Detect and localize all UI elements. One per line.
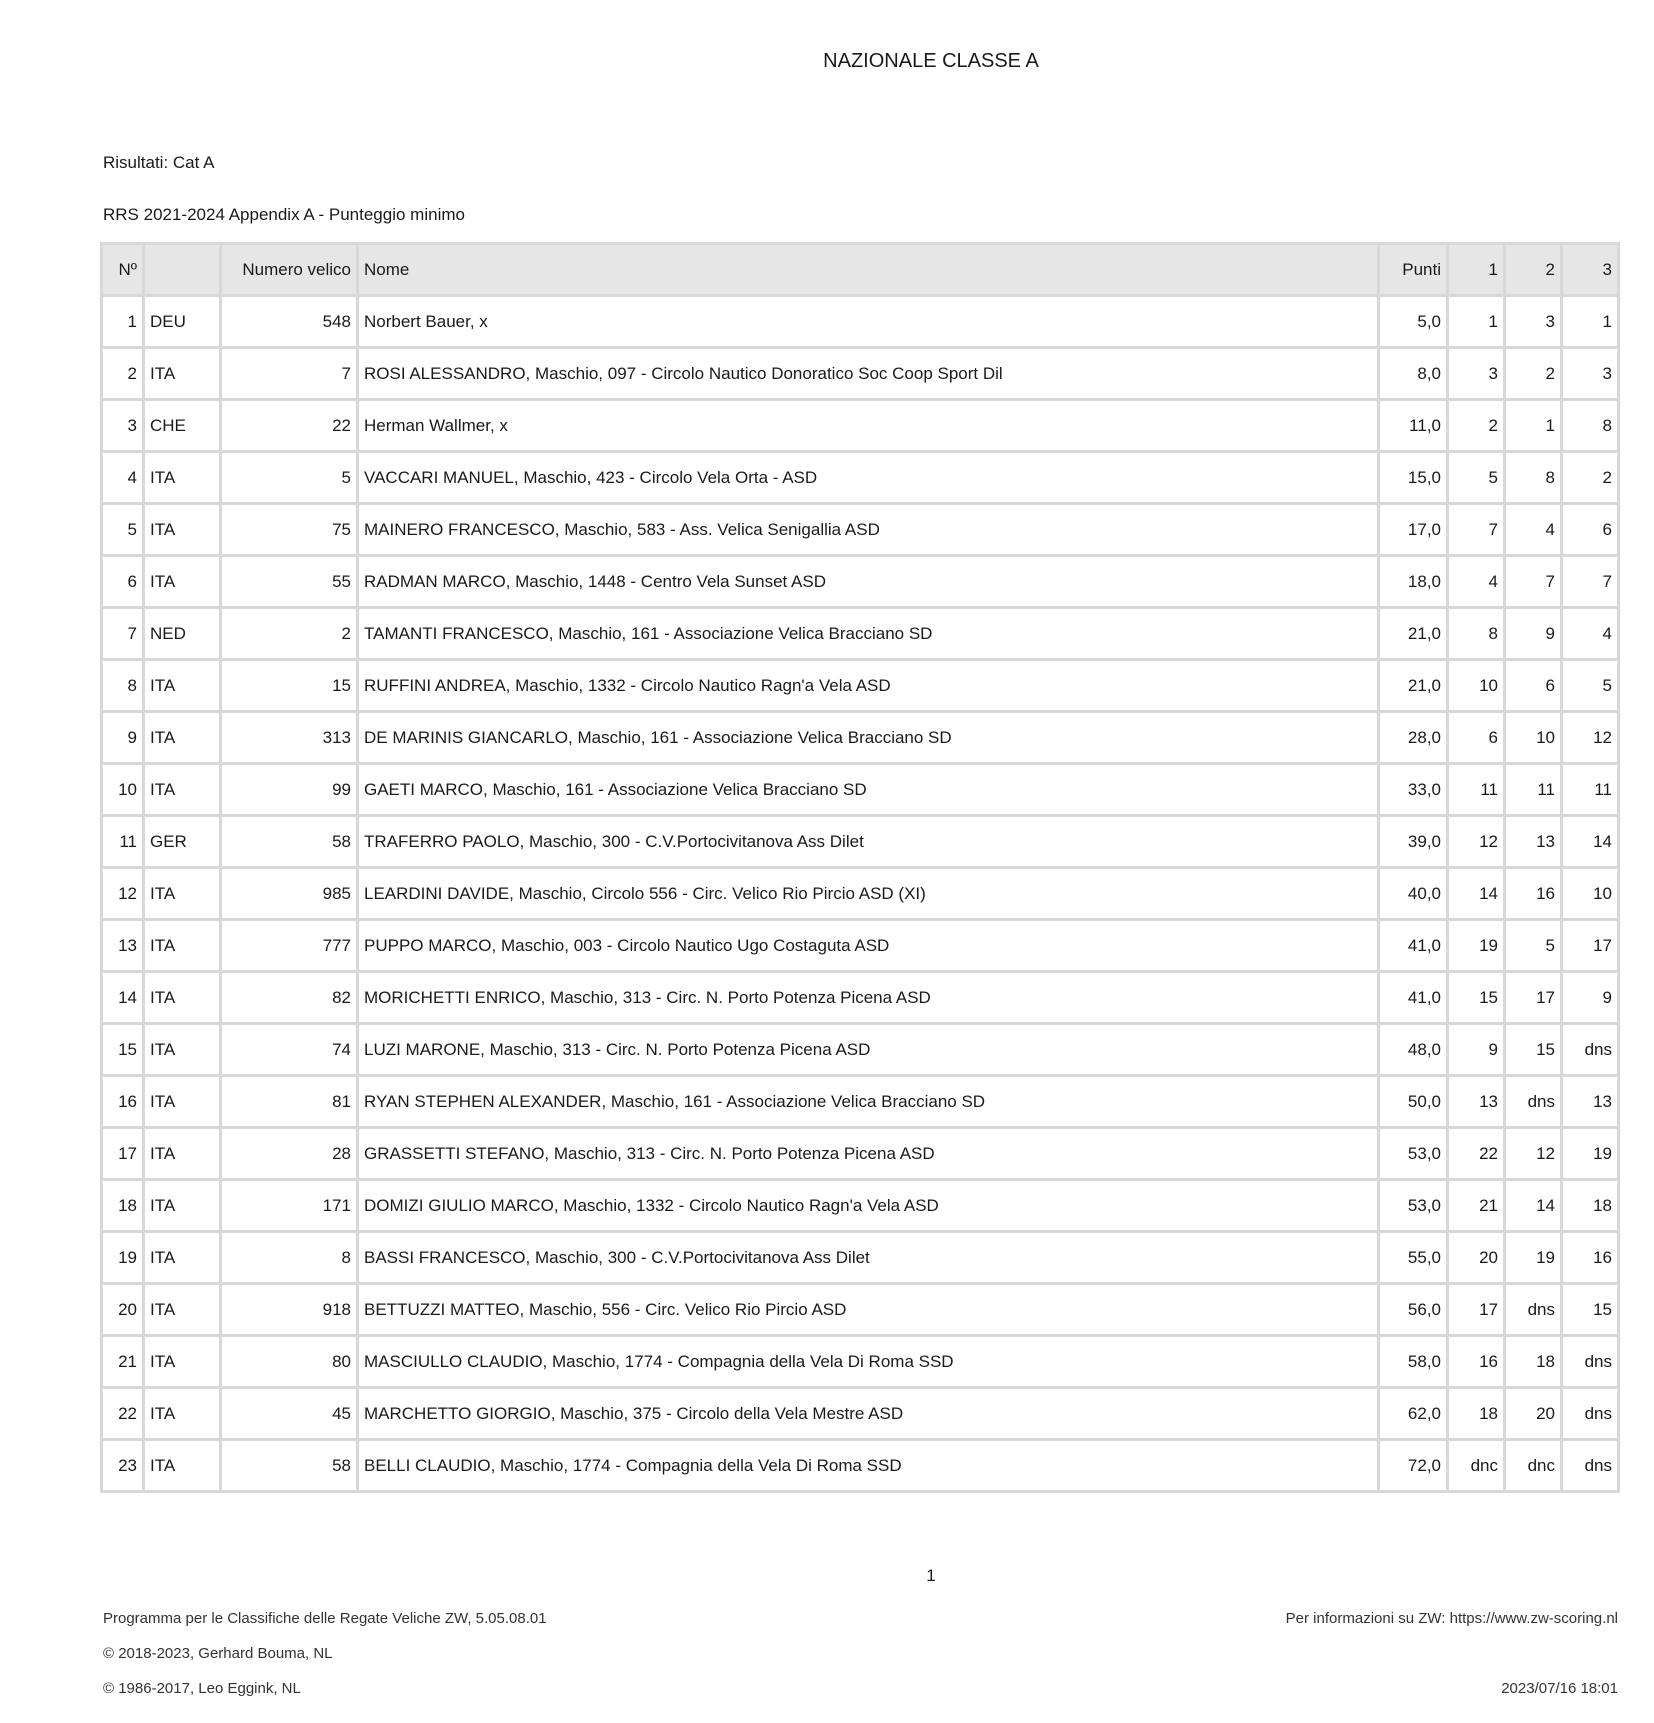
cell-name: TRAFERRO PAOLO, Maschio, 300 - C.V.Portocivitanova Ass Dilet <box>359 817 1377 866</box>
cell-rank: 19 <box>103 1233 142 1282</box>
table-row <box>103 921 1617 970</box>
cell-race-3: 17 <box>1563 921 1617 970</box>
cell-race-2: 19 <box>1506 1233 1560 1282</box>
cell-race-1: 18 <box>1449 1389 1503 1438</box>
cell-race-3: 18 <box>1563 1181 1617 1230</box>
cell-points: 53,0 <box>1380 1129 1446 1178</box>
cell-race-3: 6 <box>1563 505 1617 554</box>
cell-name: BELLI CLAUDIO, Maschio, 1774 - Compagnia della Vela Di Roma SSD <box>359 1441 1377 1490</box>
cell-race-1: 8 <box>1449 609 1503 658</box>
cell-race-3: 11 <box>1563 765 1617 814</box>
cell-name: VACCARI MANUEL, Maschio, 423 - Circolo Vela Orta - ASD <box>359 453 1377 502</box>
cell-nation: ITA <box>145 349 219 398</box>
cell-race-2: 12 <box>1506 1129 1560 1178</box>
cell-race-3: 10 <box>1563 869 1617 918</box>
table-row <box>103 1077 1617 1126</box>
footer-info-link: Per informazioni su ZW: https://www.zw-scoring.nl <box>1285 1610 1618 1627</box>
cell-nation: ITA <box>145 1025 219 1074</box>
cell-rank: 20 <box>103 1285 142 1334</box>
cell-race-3: 16 <box>1563 1233 1617 1282</box>
cell-nation: ITA <box>145 869 219 918</box>
cell-rank: 6 <box>103 557 142 606</box>
cell-sail-number: 985 <box>222 869 356 918</box>
cell-race-3: dns <box>1563 1025 1617 1074</box>
cell-nation: ITA <box>145 1285 219 1334</box>
table-row <box>103 1181 1617 1230</box>
cell-nation: ITA <box>145 713 219 762</box>
cell-rank: 12 <box>103 869 142 918</box>
cell-race-3: dns <box>1563 1389 1617 1438</box>
cell-rank: 5 <box>103 505 142 554</box>
cell-points: 53,0 <box>1380 1181 1446 1230</box>
cell-sail-number: 313 <box>222 713 356 762</box>
cell-race-3: 1 <box>1563 297 1617 346</box>
table-row <box>103 713 1617 762</box>
cell-race-2: 4 <box>1506 505 1560 554</box>
cell-name: Herman Wallmer, x <box>359 401 1377 450</box>
cell-sail-number: 548 <box>222 297 356 346</box>
cell-points: 33,0 <box>1380 765 1446 814</box>
cell-race-3: dns <box>1563 1441 1617 1490</box>
cell-race-2: 18 <box>1506 1337 1560 1386</box>
cell-nation: ITA <box>145 1129 219 1178</box>
cell-race-2: 9 <box>1506 609 1560 658</box>
cell-race-2: 17 <box>1506 973 1560 1022</box>
header-race-2: 2 <box>1506 245 1560 294</box>
cell-race-2: 14 <box>1506 1181 1560 1230</box>
cell-name: DOMIZI GIULIO MARCO, Maschio, 1332 - Circolo Nautico Ragn'a Vela ASD <box>359 1181 1377 1230</box>
cell-sail-number: 82 <box>222 973 356 1022</box>
cell-rank: 23 <box>103 1441 142 1490</box>
cell-race-1: dnc <box>1449 1441 1503 1490</box>
cell-points: 58,0 <box>1380 1337 1446 1386</box>
cell-points: 41,0 <box>1380 973 1446 1022</box>
cell-race-1: 22 <box>1449 1129 1503 1178</box>
table-row <box>103 609 1617 658</box>
cell-nation: ITA <box>145 1181 219 1230</box>
cell-race-2: 20 <box>1506 1389 1560 1438</box>
header-name: Nome <box>359 245 1377 294</box>
cell-nation: ITA <box>145 505 219 554</box>
cell-sail-number: 80 <box>222 1337 356 1386</box>
cell-race-1: 19 <box>1449 921 1503 970</box>
cell-sail-number: 81 <box>222 1077 356 1126</box>
footer-copyright-bouma: © 2018-2023, Gerhard Bouma, NL <box>103 1645 333 1662</box>
cell-name: MARCHETTO GIORGIO, Maschio, 375 - Circolo della Vela Mestre ASD <box>359 1389 1377 1438</box>
cell-points: 18,0 <box>1380 557 1446 606</box>
footer-timestamp: 2023/07/16 18:01 <box>1501 1680 1618 1697</box>
cell-race-3: 14 <box>1563 817 1617 866</box>
cell-sail-number: 28 <box>222 1129 356 1178</box>
cell-race-3: 3 <box>1563 349 1617 398</box>
cell-sail-number: 7 <box>222 349 356 398</box>
cell-points: 21,0 <box>1380 661 1446 710</box>
cell-race-2: 1 <box>1506 401 1560 450</box>
cell-race-3: 2 <box>1563 453 1617 502</box>
cell-rank: 17 <box>103 1129 142 1178</box>
cell-name: ROSI ALESSANDRO, Maschio, 097 - Circolo Nautico Donoratico Soc Coop Sport Dil <box>359 349 1377 398</box>
cell-sail-number: 5 <box>222 453 356 502</box>
footer-program: Programma per le Classifiche delle Regate Veliche ZW, 5.05.08.01 <box>103 1610 547 1627</box>
cell-points: 55,0 <box>1380 1233 1446 1282</box>
cell-points: 17,0 <box>1380 505 1446 554</box>
cell-sail-number: 75 <box>222 505 356 554</box>
cell-points: 21,0 <box>1380 609 1446 658</box>
cell-sail-number: 45 <box>222 1389 356 1438</box>
cell-points: 72,0 <box>1380 1441 1446 1490</box>
cell-race-1: 1 <box>1449 297 1503 346</box>
cell-race-1: 2 <box>1449 401 1503 450</box>
cell-nation: ITA <box>145 1233 219 1282</box>
cell-race-1: 15 <box>1449 973 1503 1022</box>
scoring-system-label: RRS 2021-2024 Appendix A - Punteggio minimo <box>103 205 465 224</box>
cell-race-2: dnc <box>1506 1441 1560 1490</box>
cell-rank: 7 <box>103 609 142 658</box>
cell-nation: GER <box>145 817 219 866</box>
table-row <box>103 1337 1617 1386</box>
cell-race-3: 19 <box>1563 1129 1617 1178</box>
cell-race-3: 15 <box>1563 1285 1617 1334</box>
table-row <box>103 453 1617 502</box>
cell-race-2: 7 <box>1506 557 1560 606</box>
cell-rank: 8 <box>103 661 142 710</box>
cell-points: 50,0 <box>1380 1077 1446 1126</box>
cell-race-2: 11 <box>1506 765 1560 814</box>
table-row <box>103 297 1617 346</box>
cell-race-3: dns <box>1563 1337 1617 1386</box>
cell-race-2: 15 <box>1506 1025 1560 1074</box>
header-race-3: 3 <box>1563 245 1617 294</box>
cell-race-1: 6 <box>1449 713 1503 762</box>
table-row <box>103 349 1617 398</box>
cell-sail-number: 918 <box>222 1285 356 1334</box>
cell-rank: 2 <box>103 349 142 398</box>
header-race-1: 1 <box>1449 245 1503 294</box>
cell-points: 15,0 <box>1380 453 1446 502</box>
cell-rank: 16 <box>103 1077 142 1126</box>
table-row <box>103 817 1617 866</box>
cell-race-1: 14 <box>1449 869 1503 918</box>
cell-sail-number: 22 <box>222 401 356 450</box>
cell-race-2: dns <box>1506 1077 1560 1126</box>
cell-race-1: 4 <box>1449 557 1503 606</box>
cell-nation: ITA <box>145 453 219 502</box>
cell-name: Norbert Bauer, x <box>359 297 1377 346</box>
cell-rank: 15 <box>103 1025 142 1074</box>
cell-points: 62,0 <box>1380 1389 1446 1438</box>
cell-race-3: 13 <box>1563 1077 1617 1126</box>
cell-nation: ITA <box>145 557 219 606</box>
cell-race-1: 16 <box>1449 1337 1503 1386</box>
page-number: 1 <box>926 1566 936 1585</box>
cell-name: MORICHETTI ENRICO, Maschio, 313 - Circ. N. Porto Potenza Picena ASD <box>359 973 1377 1022</box>
cell-race-1: 17 <box>1449 1285 1503 1334</box>
cell-name: BETTUZZI MATTEO, Maschio, 556 - Circ. Velico Rio Pircio ASD <box>359 1285 1377 1334</box>
cell-race-3: 12 <box>1563 713 1617 762</box>
document-title: NAZIONALE CLASSE A <box>823 50 1039 72</box>
table-row <box>103 661 1617 710</box>
table-row <box>103 1441 1617 1490</box>
cell-nation: ITA <box>145 1337 219 1386</box>
cell-sail-number: 58 <box>222 817 356 866</box>
cell-race-3: 4 <box>1563 609 1617 658</box>
cell-race-1: 9 <box>1449 1025 1503 1074</box>
results-category-label: Risultati: Cat A <box>103 153 215 172</box>
cell-name: RYAN STEPHEN ALEXANDER, Maschio, 161 - Associazione Velica Bracciano SD <box>359 1077 1377 1126</box>
cell-name: TAMANTI FRANCESCO, Maschio, 161 - Associazione Velica Bracciano SD <box>359 609 1377 658</box>
cell-sail-number: 55 <box>222 557 356 606</box>
cell-nation: NED <box>145 609 219 658</box>
cell-race-3: 5 <box>1563 661 1617 710</box>
cell-race-1: 12 <box>1449 817 1503 866</box>
cell-sail-number: 99 <box>222 765 356 814</box>
cell-race-2: 3 <box>1506 297 1560 346</box>
results-table-body <box>103 297 1617 1490</box>
header-sail-number: Numero velico <box>222 245 356 294</box>
cell-nation: ITA <box>145 921 219 970</box>
cell-name: RUFFINI ANDREA, Maschio, 1332 - Circolo Nautico Ragn'a Vela ASD <box>359 661 1377 710</box>
cell-nation: ITA <box>145 973 219 1022</box>
cell-name: GRASSETTI STEFANO, Maschio, 313 - Circ. N. Porto Potenza Picena ASD <box>359 1129 1377 1178</box>
cell-race-2: 10 <box>1506 713 1560 762</box>
header-points: Punti <box>1380 245 1446 294</box>
cell-rank: 10 <box>103 765 142 814</box>
cell-sail-number: 171 <box>222 1181 356 1230</box>
cell-rank: 22 <box>103 1389 142 1438</box>
cell-race-3: 7 <box>1563 557 1617 606</box>
table-row <box>103 1285 1617 1334</box>
header-nation <box>145 245 219 294</box>
table-row <box>103 505 1617 554</box>
cell-race-2: 16 <box>1506 869 1560 918</box>
cell-race-1: 10 <box>1449 661 1503 710</box>
cell-race-3: 8 <box>1563 401 1617 450</box>
table-row <box>103 1025 1617 1074</box>
cell-race-1: 3 <box>1449 349 1503 398</box>
cell-sail-number: 58 <box>222 1441 356 1490</box>
header-no: Nº <box>103 245 142 294</box>
cell-rank: 14 <box>103 973 142 1022</box>
cell-race-2: 2 <box>1506 349 1560 398</box>
cell-rank: 4 <box>103 453 142 502</box>
cell-name: MASCIULLO CLAUDIO, Maschio, 1774 - Compagnia della Vela Di Roma SSD <box>359 1337 1377 1386</box>
cell-race-1: 20 <box>1449 1233 1503 1282</box>
cell-name: LUZI MARONE, Maschio, 313 - Circ. N. Porto Potenza Picena ASD <box>359 1025 1377 1074</box>
cell-sail-number: 2 <box>222 609 356 658</box>
table-row <box>103 869 1617 918</box>
cell-name: LEARDINI DAVIDE, Maschio, Circolo 556 - Circ. Velico Rio Pircio ASD (XI) <box>359 869 1377 918</box>
cell-race-3: 9 <box>1563 973 1617 1022</box>
table-row <box>103 1389 1617 1438</box>
cell-points: 56,0 <box>1380 1285 1446 1334</box>
cell-race-2: 8 <box>1506 453 1560 502</box>
cell-race-1: 11 <box>1449 765 1503 814</box>
cell-name: BASSI FRANCESCO, Maschio, 300 - C.V.Portocivitanova Ass Dilet <box>359 1233 1377 1282</box>
cell-rank: 9 <box>103 713 142 762</box>
table-row <box>103 765 1617 814</box>
cell-rank: 21 <box>103 1337 142 1386</box>
cell-rank: 11 <box>103 817 142 866</box>
cell-rank: 18 <box>103 1181 142 1230</box>
results-table <box>100 242 1620 1493</box>
cell-sail-number: 15 <box>222 661 356 710</box>
cell-points: 11,0 <box>1380 401 1446 450</box>
cell-points: 39,0 <box>1380 817 1446 866</box>
cell-name: RADMAN MARCO, Maschio, 1448 - Centro Vela Sunset ASD <box>359 557 1377 606</box>
cell-points: 8,0 <box>1380 349 1446 398</box>
cell-nation: ITA <box>145 661 219 710</box>
cell-points: 28,0 <box>1380 713 1446 762</box>
cell-points: 40,0 <box>1380 869 1446 918</box>
cell-sail-number: 74 <box>222 1025 356 1074</box>
table-row <box>103 557 1617 606</box>
cell-nation: ITA <box>145 1441 219 1490</box>
cell-rank: 13 <box>103 921 142 970</box>
cell-race-2: 13 <box>1506 817 1560 866</box>
cell-name: MAINERO FRANCESCO, Maschio, 583 - Ass. Velica Senigallia ASD <box>359 505 1377 554</box>
cell-race-1: 5 <box>1449 453 1503 502</box>
cell-sail-number: 8 <box>222 1233 356 1282</box>
cell-points: 5,0 <box>1380 297 1446 346</box>
cell-points: 41,0 <box>1380 921 1446 970</box>
cell-race-1: 13 <box>1449 1077 1503 1126</box>
cell-rank: 1 <box>103 297 142 346</box>
cell-nation: ITA <box>145 1389 219 1438</box>
table-row <box>103 401 1617 450</box>
cell-race-1: 7 <box>1449 505 1503 554</box>
cell-race-2: 6 <box>1506 661 1560 710</box>
cell-points: 48,0 <box>1380 1025 1446 1074</box>
cell-race-1: 21 <box>1449 1181 1503 1230</box>
cell-name: DE MARINIS GIANCARLO, Maschio, 161 - Associazione Velica Bracciano SD <box>359 713 1377 762</box>
cell-name: GAETI MARCO, Maschio, 161 - Associazione Velica Bracciano SD <box>359 765 1377 814</box>
cell-nation: ITA <box>145 1077 219 1126</box>
cell-nation: CHE <box>145 401 219 450</box>
cell-name: PUPPO MARCO, Maschio, 003 - Circolo Nautico Ugo Costaguta ASD <box>359 921 1377 970</box>
table-row <box>103 973 1617 1022</box>
table-header-row <box>103 245 1617 294</box>
cell-rank: 3 <box>103 401 142 450</box>
table-row <box>103 1233 1617 1282</box>
footer-copyright-eggink: © 1986-2017, Leo Eggink, NL <box>103 1680 301 1697</box>
cell-sail-number: 777 <box>222 921 356 970</box>
cell-nation: DEU <box>145 297 219 346</box>
cell-race-2: 5 <box>1506 921 1560 970</box>
cell-race-2: dns <box>1506 1285 1560 1334</box>
cell-nation: ITA <box>145 765 219 814</box>
table-row <box>103 1129 1617 1178</box>
